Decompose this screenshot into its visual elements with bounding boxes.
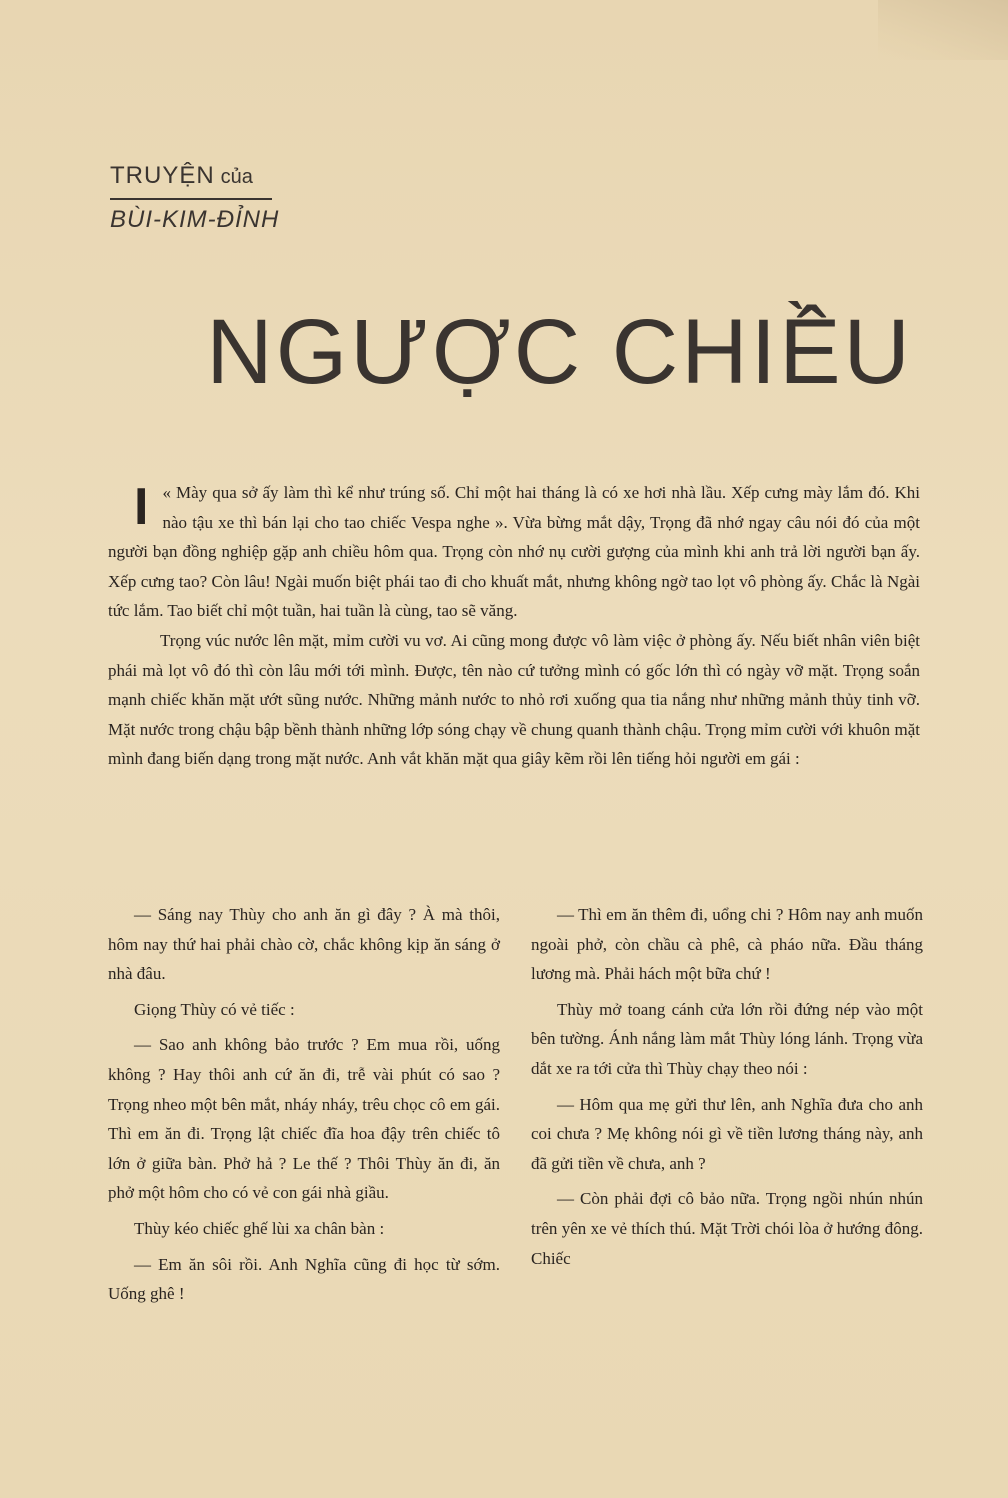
right-paragraph: — Hôm qua mẹ gửi thư lên, anh Nghĩa đưa cho anh coi chưa ? Mẹ không nói gì về tiền lương tháng này, anh đã gửi tiền về chưa, anh ?	[531, 1094, 923, 1173]
drop-cap: I	[134, 478, 149, 536]
left-column	[108, 900, 500, 1315]
right-column	[531, 900, 923, 1315]
left-paragraph: Giọng Thùy có vẻ tiếc :	[134, 999, 295, 1019]
left-paragraph: — Sáng nay Thùy cho anh ăn gì đây ? À mà thôi, hôm nay thứ hai phải chào cờ, chắc không kịp ăn sáng ở nhà đâu.	[108, 905, 500, 984]
intro-text	[108, 478, 920, 774]
paragraph-1	[108, 478, 920, 626]
story-title: NGƯỢC CHIỀU	[206, 301, 913, 403]
kicker-suffix: của	[220, 166, 253, 188]
left-paragraph: — Em ăn sôi rồi. Anh Nghĩa cũng đi học từ sớm. Uống ghê !	[108, 1254, 500, 1304]
kicker-label: TRUYỆN	[110, 162, 215, 189]
right-paragraph: — Thì em ăn thêm đi, uổng chi ? Hôm nay anh muốn ngoài phở, còn chầu cà phê, cà pháo nữa. Đầu tháng lương mà. Phải hách một bữa chứ !	[531, 905, 923, 984]
right-paragraph: Thùy mở toang cánh cửa lớn rồi đứng nép vào một bên tường. Ánh nắng làm mắt Thùy lóng lánh. Trọng vừa dắt xe ra tới cửa thì Thùy chạy theo nói :	[531, 999, 923, 1078]
right-paragraph: — Còn phải đợi cô bảo nữa. Trọng ngồi nhún nhún trên yên xe vẻ thích thú. Mặt Trời chói lòa ở hướng đông. Chiếc	[531, 1189, 923, 1268]
byline	[110, 162, 410, 234]
left-paragraph: — Sao anh không bảo trước ? Em mua rồi, uống không ? Hay thôi anh cứ ăn đi, trễ vài phút có sao ? Trọng nheo một bên mắt, nháy nháy, trêu chọc cô em gái. Thì em ăn đi. Trọng lật chiếc đĩa hoa đậy trên chiếc tô lớn ở giữa bàn. Phở hả ? Le thế ? Thôi Thùy ăn đi, ăn phở một hôm cho có vẻ con gái nhà giầu.	[108, 1035, 500, 1203]
paragraph-2: Trọng vúc nước lên mặt, mỉm cười vu vơ. Ai cũng mong được vô làm việc ở phòng ấy. Nếu biết nhân viên biệt phái mà lọt vô đó thì còn lâu mới tới mình. Được, tên nào cứ tưởng mình có gốc lớn thì có ngày vỡ mặt. Trọng soắn mạnh chiếc khăn mặt ướt sũng nước. Những mảnh nước to nhỏ rơi xuống qua tia nắng như những mảnh thủy tinh vỡ. Mặt nước trong chậu bập bềnh thành những lớp sóng chạy về chung quanh thành chậu. Trọng mỉm cười với khuôn mặt mình đang biến dạng trong mặt nước. Anh vắt khăn mặt qua giây kẽm rồi lên tiếng hỏi người em gái :	[108, 630, 920, 769]
byline-kicker	[110, 162, 410, 190]
left-paragraph: Thùy kéo chiếc ghế lùi xa chân bàn :	[134, 1218, 385, 1238]
paragraph-1-text: « Mày qua sở ấy làm thì kể như trúng số. Chỉ một hai tháng là có xe hơi nhà lầu. Xếp cưng mày lắm đó. Khi nào tậu xe thì bán lại cho tao chiếc Vespa nghe ». Vừa bừng mắt dậy, Trọng đã nhớ ngay câu nói đó của một người bạn đồng nghiệp gặp anh chiều hôm qua. Trọng còn nhớ nụ cười gượng của mình khi anh trả lời người bạn ấy. Xếp cưng tao? Còn lâu! Ngài muốn biệt phái tao đi cho khuất mắt, nhưng không ngờ tao lọt vô phòng ấy. Chắc là Ngài tức lắm. Tao biết chỉ một tuần, hai tuần là cùng, tao sẽ văng.	[108, 483, 920, 621]
folded-corner	[878, 0, 1008, 60]
two-column-text	[108, 900, 923, 1315]
author-name: BÙI-KIM-ĐỈNH	[110, 206, 280, 233]
byline-rule	[110, 198, 272, 200]
